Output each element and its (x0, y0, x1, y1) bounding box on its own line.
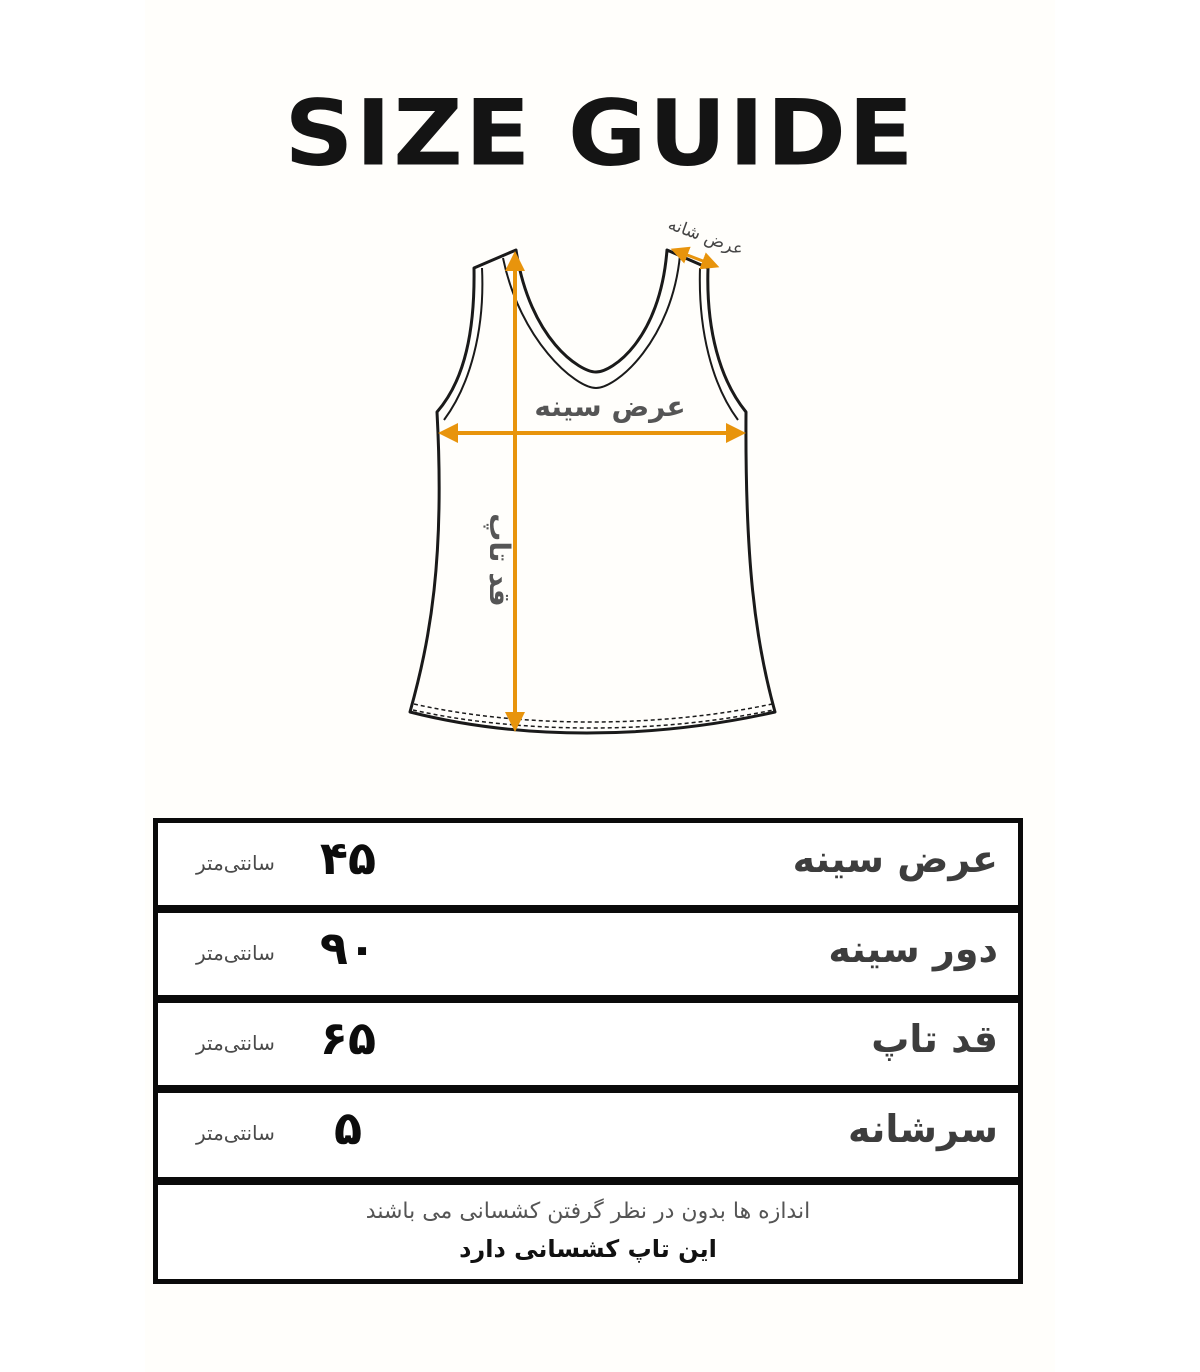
measure-label: سرشانه (848, 1107, 998, 1151)
measure-value: ۶۵ (319, 1011, 377, 1065)
page-title: SIZE GUIDE (284, 79, 916, 187)
unit-label: سانتی‌متر (196, 851, 275, 875)
measure-label: دور سینه (828, 927, 998, 971)
measure-value: ۴۵ (319, 831, 377, 885)
measure-label: قد تاپ (871, 1017, 998, 1061)
note-row (153, 1180, 1023, 1284)
table-row (153, 998, 1023, 1090)
table-row (153, 908, 1023, 1000)
unit-label: سانتی‌متر (196, 1121, 275, 1145)
elasticity-note: اندازه ها بدون در نظر گرفتن کشسانی می باشند (365, 1199, 811, 1224)
shoulder-label: عرض شانه (665, 214, 747, 261)
chest-label: عرض سینه (534, 390, 686, 423)
table-row (153, 818, 1023, 910)
unit-label: سانتی‌متر (196, 941, 275, 965)
measure-label: عرض سینه (792, 837, 998, 881)
elastic-statement: این تاپ کشسانی دارد (459, 1235, 717, 1263)
length-label: قد تاپ (483, 513, 516, 607)
unit-label: سانتی‌متر (196, 1031, 275, 1055)
table-row (153, 1088, 1023, 1182)
measure-value: ۹۰ (319, 921, 377, 975)
tank-top-outline (410, 250, 775, 733)
measure-value: ۵ (333, 1101, 363, 1155)
size-table (153, 818, 1023, 1284)
